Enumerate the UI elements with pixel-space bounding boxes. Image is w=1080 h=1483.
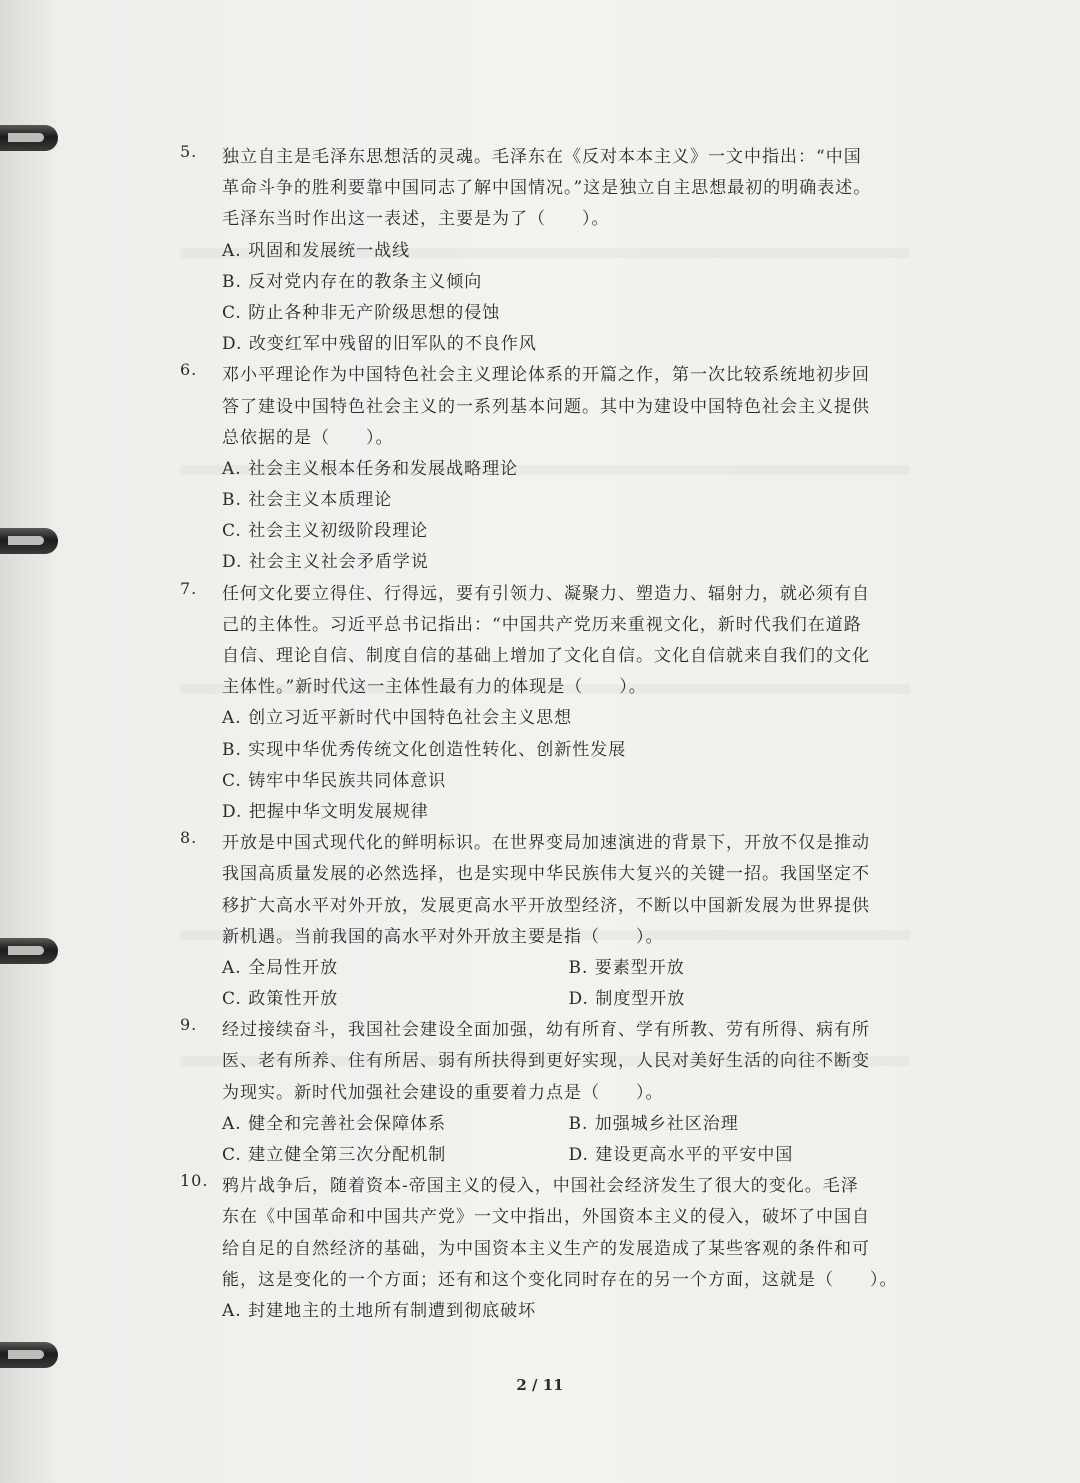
option-a: A. 健全和完善社会保障体系: [222, 1113, 447, 1134]
question-5: [180, 142, 915, 360]
option-b: B. 反对党内存在的教条主义倾向: [222, 271, 483, 292]
question-text: 东在《中国革命和中国共产党》一文中指出，外国资本主义的侵入，破坏了中国自: [222, 1207, 870, 1228]
option-d: D. 建设更高水平的平安中国: [568, 1145, 794, 1165]
question-text: 新机遇。当前我国的高水平对外开放主要是指（ ）。: [222, 926, 664, 947]
option-b: B. 要素型开放: [568, 957, 685, 978]
question-number: 8.: [180, 828, 198, 848]
option-row: [222, 953, 915, 984]
binder-ring-icon: [0, 938, 58, 964]
question-text: 医、老有所养、住有所居、弱有所扶得到更好实现，人民对美好生活的向往不断变: [222, 1051, 870, 1072]
question-number: 7.: [180, 578, 198, 598]
binder-ring-icon: [0, 125, 58, 151]
option-d: D. 把握中华文明发展规律: [222, 801, 429, 822]
binder-ring-icon: [0, 1342, 58, 1368]
option-b: B. 加强城乡社区治理: [568, 1113, 739, 1134]
question-8: [180, 828, 915, 1015]
option-a: A. 封建地主的土地所有制遭到彻底破坏: [222, 1300, 537, 1321]
question-text: 答了建设中国特色社会主义的一系列基本问题。其中为建设中国特色社会主义提供: [222, 396, 870, 417]
question-text: 开放是中国式现代化的鲜明标识。在世界变局加速演进的背景下，开放不仅是推动: [222, 833, 870, 854]
question-text: 邓小平理论作为中国特色社会主义理论体系的开篇之作，第一次比较系统地初步回: [222, 365, 870, 386]
option-row: [222, 1109, 915, 1140]
question-text: 独立自主是毛泽东思想活的灵魂。毛泽东在《反对本本主义》一文中指出：“中国: [222, 147, 862, 167]
question-10: [180, 1171, 915, 1327]
question-text: 总依据的是（ ）。: [222, 427, 394, 448]
option-a: A. 全局性开放: [222, 957, 339, 978]
option-a: A. 社会主义根本任务和发展战略理论: [222, 458, 519, 479]
question-text: 给自足的自然经济的基础，为中国资本主义生产的发展造成了某些客观的条件和可: [222, 1238, 870, 1259]
option-b: B. 实现中华优秀传统文化创造性转化、创新性发展: [222, 739, 627, 760]
question-6: [180, 360, 915, 578]
question-text: 经过接续奋斗，我国社会建设全面加强，幼有所育、学有所教、劳有所得、病有所: [222, 1020, 870, 1041]
question-text: 主体性。”新时代这一主体性最有力的体现是（ ）。: [222, 677, 647, 698]
page-number: 2 / 11: [516, 1376, 564, 1394]
option-a: A. 创立习近平新时代中国特色社会主义思想: [222, 708, 573, 729]
question-text: 为现实。新时代加强社会建设的重要着力点是（ ）。: [222, 1082, 664, 1103]
question-7: [180, 579, 915, 829]
option-d: D. 改变红军中残留的旧军队的不良作风: [222, 334, 537, 355]
option-row: [222, 1140, 915, 1171]
question-text: 己的主体性。习近平总书记指出：“中国共产党历来重视文化，新时代我们在道路: [222, 614, 862, 635]
question-number: 5.: [180, 142, 198, 161]
option-c: C. 建立健全第三次分配机制: [222, 1145, 447, 1165]
option-d: D. 制度型开放: [568, 989, 686, 1010]
option-d: D. 社会主义社会矛盾学说: [222, 552, 429, 573]
question-text: 移扩大高水平对外开放，发展更高水平开放型经济，不断以中国新发展为世界提供: [222, 895, 870, 916]
option-row: [222, 984, 915, 1015]
question-9: [180, 1015, 915, 1171]
question-number: 10.: [180, 1171, 209, 1191]
question-text: 能，这是变化的一个方面；还有和这个变化同时存在的另一个方面，这就是（ ）。: [222, 1269, 898, 1290]
question-list: [180, 142, 915, 1327]
question-number: 9.: [180, 1015, 198, 1035]
option-b: B. 社会主义本质理论: [222, 490, 393, 511]
question-text: 鸦片战争后，随着资本-帝国主义的侵入，中国社会经济发生了很大的变化。毛泽: [222, 1176, 859, 1197]
question-text: 自信、理论自信、制度自信的基础上增加了文化自信。文化自信就来自我们的文化: [222, 646, 870, 666]
option-c: C. 防止各种非无产阶级思想的侵蚀: [222, 302, 501, 323]
question-text: 毛泽东当时作出这一表述，主要是为了（ ）。: [222, 209, 610, 230]
question-text: 革命斗争的胜利要靠中国同志了解中国情况。”这是独立自主思想最初的明确表述。: [222, 178, 872, 199]
question-text: 任何文化要立得住、行得远，要有引领力、凝聚力、塑造力、辐射力，就必须有自: [222, 583, 870, 604]
binder-ring-icon: [0, 528, 58, 554]
option-a: A. 巩固和发展统一战线: [222, 240, 411, 261]
question-text: 我国高质量发展的必然选择，也是实现中华民族伟大复兴的关键一招。我国坚定不: [222, 864, 870, 885]
option-c: C. 政策性开放: [222, 989, 339, 1010]
option-c: C. 社会主义初级阶段理论: [222, 521, 429, 542]
question-number: 6.: [180, 360, 198, 380]
option-c: C. 铸牢中华民族共同体意识: [222, 770, 447, 791]
